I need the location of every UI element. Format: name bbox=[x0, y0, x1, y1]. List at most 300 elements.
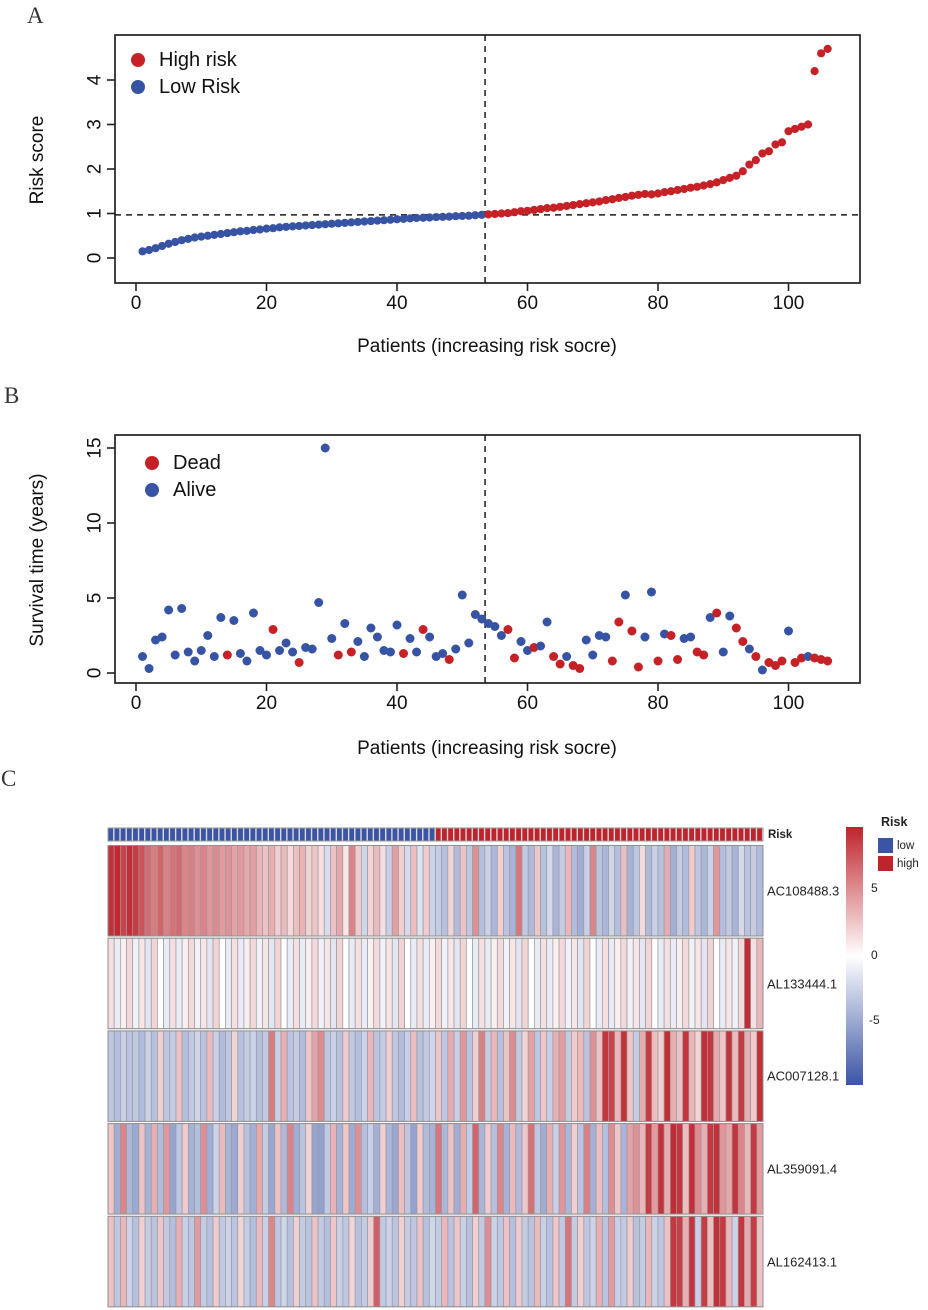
data-point bbox=[647, 588, 656, 597]
risk-annotation-cell bbox=[374, 828, 379, 841]
heatmap-cell bbox=[145, 846, 151, 937]
data-point bbox=[158, 633, 167, 642]
heatmap-cell bbox=[380, 1031, 386, 1122]
heatmap-cell bbox=[213, 1031, 219, 1122]
risk-annotation-cell bbox=[411, 828, 416, 841]
risk-annotation-cell bbox=[386, 828, 391, 841]
heatmap-cell bbox=[639, 1124, 645, 1215]
low-risk-dot-icon bbox=[131, 80, 145, 94]
data-point bbox=[184, 648, 193, 657]
heatmap-cell bbox=[318, 1031, 324, 1122]
panel-b-legend bbox=[145, 453, 221, 500]
heatmap-cell bbox=[491, 938, 497, 1028]
data-point bbox=[295, 658, 304, 667]
heatmap-cell bbox=[615, 938, 621, 1028]
risk-annotation-cell bbox=[127, 828, 132, 841]
heatmap-cell bbox=[207, 1124, 213, 1215]
risk-annotation-cell bbox=[151, 828, 156, 841]
heatmap-cell bbox=[343, 1124, 349, 1215]
data-point bbox=[464, 639, 473, 648]
risk-annotation-cell bbox=[448, 828, 453, 841]
heatmap-cell bbox=[633, 938, 639, 1028]
heatmap-cell bbox=[652, 938, 658, 1028]
data-point bbox=[549, 652, 558, 661]
data-point bbox=[282, 639, 291, 648]
data-point bbox=[393, 621, 402, 630]
heatmap-cell bbox=[238, 1124, 244, 1215]
heatmap-cell bbox=[658, 846, 664, 937]
heatmap-cell bbox=[615, 1216, 621, 1307]
heatmap-cell bbox=[287, 846, 293, 937]
data-point bbox=[458, 591, 467, 600]
heatmap-cell bbox=[176, 938, 182, 1028]
heatmap-cell bbox=[423, 846, 429, 937]
heatmap-cell bbox=[485, 846, 491, 937]
risk-annotation-cell bbox=[732, 828, 737, 841]
heatmap-cell bbox=[293, 1124, 299, 1215]
heatmap-cell bbox=[256, 1124, 262, 1215]
heatmap-cell bbox=[584, 1124, 590, 1215]
risk-annotation-cell bbox=[133, 828, 138, 841]
heatmap-cell bbox=[503, 1124, 509, 1215]
heatmap-cell bbox=[633, 1031, 639, 1122]
heatmap-cell bbox=[528, 938, 534, 1028]
risk-annotation-cell bbox=[262, 828, 267, 841]
heatmap-cell bbox=[151, 1216, 157, 1307]
y-tick-label: 0 bbox=[84, 667, 106, 679]
heatmap-cell bbox=[330, 1216, 336, 1307]
heatmap-cell bbox=[516, 1031, 522, 1122]
heatmap-cell bbox=[639, 1031, 645, 1122]
data-point bbox=[327, 634, 336, 643]
heatmap-cell bbox=[534, 846, 540, 937]
heatmap-cell bbox=[683, 1124, 689, 1215]
risk-annotation-cell bbox=[114, 828, 119, 841]
heatmap-cell bbox=[442, 938, 448, 1028]
heatmap-cell bbox=[707, 846, 713, 937]
heatmap-cell bbox=[621, 1216, 627, 1307]
data-point bbox=[784, 627, 793, 636]
heatmap-cell bbox=[590, 1216, 596, 1307]
heatmap-cell bbox=[398, 1031, 404, 1122]
y-tick-label: 10 bbox=[84, 512, 106, 534]
heatmap-cell bbox=[232, 938, 238, 1028]
heatmap-cell bbox=[182, 1124, 188, 1215]
heatmap-cell bbox=[528, 846, 534, 937]
heatmap-cell bbox=[744, 1216, 750, 1307]
heatmap-cell bbox=[596, 1031, 602, 1122]
heatmap-cell bbox=[157, 1031, 163, 1122]
heatmap-cell bbox=[213, 846, 219, 937]
risk-annotation-cell bbox=[473, 828, 478, 841]
heatmap-cell bbox=[398, 846, 404, 937]
heatmap-cell bbox=[726, 1124, 732, 1215]
heatmap-cell bbox=[676, 1031, 682, 1122]
heatmap-cell bbox=[676, 846, 682, 937]
heatmap-cell bbox=[436, 846, 442, 937]
risk-annotation-cell bbox=[689, 828, 694, 841]
heatmap-cell bbox=[757, 1216, 763, 1307]
heatmap-cell bbox=[751, 1216, 757, 1307]
data-point bbox=[171, 651, 180, 660]
heatmap-cell bbox=[609, 846, 615, 937]
heatmap-cell bbox=[423, 1216, 429, 1307]
heatmap-cell bbox=[343, 846, 349, 937]
heatmap-cell bbox=[157, 1216, 163, 1307]
heatmap-cell bbox=[157, 1124, 163, 1215]
heatmap-cell bbox=[250, 1124, 256, 1215]
heatmap-cell bbox=[726, 846, 732, 937]
heatmap-cell bbox=[534, 1031, 540, 1122]
risk-annotation-cell bbox=[312, 828, 317, 841]
risk-annotation-cell bbox=[503, 828, 508, 841]
heatmap-cell bbox=[374, 1216, 380, 1307]
heatmap-cell bbox=[300, 1216, 306, 1307]
heatmap-cell bbox=[411, 1031, 417, 1122]
heatmap-cell bbox=[256, 938, 262, 1028]
heatmap-cell bbox=[627, 1031, 633, 1122]
x-tick-label: 80 bbox=[647, 693, 669, 714]
heatmap-cell bbox=[473, 1124, 479, 1215]
heatmap-cell bbox=[182, 1216, 188, 1307]
gene-label-1: AC108488.3 bbox=[767, 883, 840, 899]
heatmap-cell bbox=[683, 846, 689, 937]
heatmap-cell bbox=[547, 846, 553, 937]
data-point bbox=[686, 633, 695, 642]
heatmap-cell bbox=[120, 1031, 126, 1122]
heatmap-cell bbox=[528, 1031, 534, 1122]
heatmap-cell bbox=[250, 938, 256, 1028]
heatmap-cell bbox=[201, 846, 207, 937]
risk-annotation-cell bbox=[355, 828, 360, 841]
heatmap-cell bbox=[238, 938, 244, 1028]
heatmap-cell bbox=[751, 938, 757, 1028]
risk-annotation-cell bbox=[559, 828, 564, 841]
heatmap-cell bbox=[324, 1124, 330, 1215]
gene-label-2: AL133444.1 bbox=[767, 976, 838, 992]
heatmap-cell bbox=[633, 1124, 639, 1215]
risk-annotation-cell bbox=[479, 828, 484, 841]
risk-annotation-cell bbox=[664, 828, 669, 841]
panel-a-letter: A bbox=[27, 3, 44, 28]
risk-annotation-cell bbox=[633, 828, 638, 841]
heatmap-cell bbox=[689, 938, 695, 1028]
heatmap-cell bbox=[621, 846, 627, 937]
heatmap-cell bbox=[275, 846, 281, 937]
risk-annotation-cell bbox=[491, 828, 496, 841]
legend-label: Dead bbox=[173, 452, 221, 474]
heatmap-cell bbox=[182, 846, 188, 937]
heatmap-cell bbox=[491, 1216, 497, 1307]
heatmap-cell bbox=[497, 938, 503, 1028]
heatmap-cell bbox=[491, 1031, 497, 1122]
heatmap-cell bbox=[368, 1031, 374, 1122]
gene-label-3: AC007128.1 bbox=[767, 1068, 840, 1084]
heatmap-cell bbox=[392, 1216, 398, 1307]
heatmap-cell bbox=[448, 938, 454, 1028]
risk-annotation-cell bbox=[751, 828, 756, 841]
heatmap-cell bbox=[442, 1124, 448, 1215]
heatmap-cell bbox=[503, 1031, 509, 1122]
heatmap-cell bbox=[293, 1031, 299, 1122]
risk-annotation-cell bbox=[182, 828, 187, 841]
heatmap-cell bbox=[213, 1216, 219, 1307]
heatmap-cell bbox=[689, 1031, 695, 1122]
data-point bbox=[503, 625, 512, 634]
heatmap-cell bbox=[744, 846, 750, 937]
data-point bbox=[353, 637, 362, 646]
heatmap-cell bbox=[151, 846, 157, 937]
risk-annotation-cell bbox=[188, 828, 193, 841]
y-tick-label: 2 bbox=[84, 163, 106, 175]
risk-annotation-cell bbox=[392, 828, 397, 841]
data-point bbox=[654, 657, 663, 666]
heatmap-cell bbox=[639, 938, 645, 1028]
heatmap-cell bbox=[300, 1031, 306, 1122]
heatmap-cell bbox=[170, 1216, 176, 1307]
colorbar-tick-neg5: -5 bbox=[869, 1013, 880, 1027]
high-risk-swatch-icon bbox=[878, 856, 893, 871]
risk-annotation-cell bbox=[485, 828, 490, 841]
heatmap-cell bbox=[726, 938, 732, 1028]
heatmap-cell bbox=[361, 846, 367, 937]
heatmap-cell bbox=[386, 938, 392, 1028]
heatmap-cell bbox=[553, 846, 559, 937]
heatmap-cell bbox=[219, 938, 225, 1028]
heatmap-cell bbox=[633, 1216, 639, 1307]
x-tick-label: 20 bbox=[255, 693, 278, 714]
data-point bbox=[347, 648, 356, 657]
heatmap-cell bbox=[670, 1216, 676, 1307]
risk-annotation-cell bbox=[627, 828, 632, 841]
heatmap-cell bbox=[275, 1216, 281, 1307]
heatmap-cell bbox=[324, 846, 330, 937]
heatmap-cell bbox=[195, 1124, 201, 1215]
heatmap-cell bbox=[188, 846, 194, 937]
heatmap-cell bbox=[460, 1216, 466, 1307]
data-point bbox=[667, 631, 676, 640]
heatmap-cell bbox=[114, 1216, 120, 1307]
heatmap-cell bbox=[238, 1216, 244, 1307]
heatmap-cell bbox=[534, 1216, 540, 1307]
data-point bbox=[216, 613, 225, 622]
heatmap-cell bbox=[553, 1031, 559, 1122]
heatmap-cell bbox=[646, 1216, 652, 1307]
heatmap-cell bbox=[596, 938, 602, 1028]
heatmap-cell bbox=[281, 1031, 287, 1122]
heatmap-cell bbox=[275, 1031, 281, 1122]
heatmap-cell bbox=[609, 1216, 615, 1307]
heatmap-cell bbox=[287, 938, 293, 1028]
heatmap-cell bbox=[337, 846, 343, 937]
heatmap-cell bbox=[176, 846, 182, 937]
heatmap-cell bbox=[547, 1124, 553, 1215]
data-point bbox=[621, 591, 630, 600]
heatmap-cell bbox=[114, 846, 120, 937]
risk-annotation-cell bbox=[695, 828, 700, 841]
risk-annotation-cell bbox=[120, 828, 125, 841]
risk-annotation-cell bbox=[497, 828, 502, 841]
heatmap-cell bbox=[108, 938, 114, 1028]
heatmap-cell bbox=[225, 846, 231, 937]
data-point bbox=[751, 652, 760, 661]
heatmap-cell bbox=[417, 938, 423, 1028]
risk-annotation-cell bbox=[330, 828, 335, 841]
heatmap-cell bbox=[454, 1124, 460, 1215]
heatmap-cell bbox=[120, 1124, 126, 1215]
y-tick-label: 15 bbox=[84, 437, 106, 459]
heatmap-cell bbox=[318, 938, 324, 1028]
heatmap-cell bbox=[262, 938, 268, 1028]
heatmap-cell bbox=[621, 1031, 627, 1122]
heatmap-cell bbox=[343, 938, 349, 1028]
heatmap-cell bbox=[534, 938, 540, 1028]
heatmap-cell bbox=[207, 1216, 213, 1307]
y-tick-label: 5 bbox=[84, 592, 106, 604]
heatmap-cell bbox=[405, 938, 411, 1028]
heatmap-cell bbox=[164, 1031, 170, 1122]
heatmap-cell bbox=[145, 1031, 151, 1122]
heatmap-cell bbox=[244, 1216, 250, 1307]
heatmap-cell bbox=[423, 1124, 429, 1215]
heatmap-cell bbox=[411, 938, 417, 1028]
risk-annotation-cell bbox=[676, 828, 681, 841]
risk-annotation-cell bbox=[423, 828, 428, 841]
heatmap-cell bbox=[510, 1031, 516, 1122]
x-tick-label: 60 bbox=[516, 693, 539, 714]
heatmap-cell bbox=[164, 846, 170, 937]
heatmap-cell bbox=[615, 846, 621, 937]
heatmap-cell bbox=[368, 938, 374, 1028]
heatmap-cell bbox=[281, 1216, 287, 1307]
heatmap-cell bbox=[757, 846, 763, 937]
heatmap-cell bbox=[281, 846, 287, 937]
heatmap-cell bbox=[151, 1031, 157, 1122]
heatmap-cell bbox=[238, 1031, 244, 1122]
heatmap-cell bbox=[726, 1216, 732, 1307]
heatmap-cell bbox=[491, 846, 497, 937]
heatmap-cell bbox=[368, 1124, 374, 1215]
heatmap-cell bbox=[584, 1216, 590, 1307]
panel-c-letter: C bbox=[1, 766, 17, 791]
risk-annotation-cell bbox=[707, 828, 712, 841]
data-point bbox=[719, 648, 728, 657]
x-tick-label: 100 bbox=[772, 693, 805, 714]
heatmap-cell bbox=[429, 846, 435, 937]
heatmap-cell bbox=[454, 1031, 460, 1122]
heatmap-cell bbox=[751, 1031, 757, 1122]
heatmap-cell bbox=[528, 1124, 534, 1215]
heatmap-cell bbox=[436, 1124, 442, 1215]
heatmap-cell bbox=[429, 1216, 435, 1307]
heatmap-cell bbox=[646, 938, 652, 1028]
heatmap-cell bbox=[151, 938, 157, 1028]
heatmap-cell bbox=[176, 1031, 182, 1122]
risk-annotation-cell bbox=[621, 828, 626, 841]
heatmap-cell bbox=[269, 938, 275, 1028]
heatmap-cell bbox=[312, 1124, 318, 1215]
heatmap-cell bbox=[516, 1124, 522, 1215]
heatmap-cell bbox=[473, 1031, 479, 1122]
legend-item-dead bbox=[145, 453, 221, 473]
data-point bbox=[197, 646, 206, 655]
heatmap-cell bbox=[170, 1031, 176, 1122]
heatmap-cell bbox=[182, 1031, 188, 1122]
data-point bbox=[608, 657, 617, 666]
heatmap-cell bbox=[664, 846, 670, 937]
risk-annotation-cell bbox=[510, 828, 515, 841]
risk-annotation-cell bbox=[466, 828, 471, 841]
risk-annotation-cell bbox=[454, 828, 459, 841]
heatmap-cell bbox=[547, 1031, 553, 1122]
risk-annotation-cell bbox=[683, 828, 688, 841]
heatmap-cell bbox=[522, 1216, 528, 1307]
data-point bbox=[575, 664, 584, 673]
heatmap-cell bbox=[405, 1124, 411, 1215]
heatmap-cell bbox=[157, 846, 163, 937]
risk-annotation-cell bbox=[306, 828, 311, 841]
data-point bbox=[699, 651, 708, 660]
heatmap-cell bbox=[213, 938, 219, 1028]
heatmap-cell bbox=[442, 846, 448, 937]
heatmap-cell bbox=[392, 938, 398, 1028]
heatmap-cell bbox=[306, 1124, 312, 1215]
data-point bbox=[765, 147, 773, 155]
heatmap-cell bbox=[232, 846, 238, 937]
heatmap-cell bbox=[411, 1216, 417, 1307]
heatmap-cell bbox=[380, 846, 386, 937]
risk-annotation-cell bbox=[590, 828, 595, 841]
heatmap-cell bbox=[621, 938, 627, 1028]
heatmap-cell bbox=[528, 1216, 534, 1307]
data-point bbox=[627, 627, 636, 636]
heatmap-cell bbox=[188, 1216, 194, 1307]
heatmap-cell bbox=[349, 1124, 355, 1215]
heatmap-cell bbox=[466, 1031, 472, 1122]
heatmap-cell bbox=[738, 1216, 744, 1307]
heatmap-cell bbox=[337, 1216, 343, 1307]
heatmap-cell bbox=[287, 1216, 293, 1307]
heatmap-cell bbox=[133, 1216, 139, 1307]
heatmap-cell bbox=[275, 1124, 281, 1215]
risk-annotation-cell bbox=[213, 828, 218, 841]
data-point bbox=[758, 666, 767, 675]
data-point bbox=[811, 67, 819, 75]
data-point bbox=[673, 655, 682, 664]
data-point bbox=[824, 45, 832, 53]
heatmap-cell bbox=[300, 938, 306, 1028]
heatmap-cell bbox=[479, 846, 485, 937]
heatmap-cell bbox=[423, 1031, 429, 1122]
risk-annotation-cell bbox=[195, 828, 200, 841]
heatmap-cell bbox=[732, 938, 738, 1028]
risk-annotation-cell bbox=[139, 828, 144, 841]
heatmap-cell bbox=[627, 1124, 633, 1215]
heatmap-cell bbox=[207, 1031, 213, 1122]
risk-annotation-cell bbox=[571, 828, 576, 841]
heatmap-cell bbox=[553, 938, 559, 1028]
risk-annotation-cell bbox=[225, 828, 230, 841]
data-point bbox=[804, 120, 812, 128]
heatmap-cell bbox=[503, 846, 509, 937]
heatmap-cell bbox=[417, 1216, 423, 1307]
heatmap-cell bbox=[479, 1124, 485, 1215]
heatmap-cell bbox=[726, 1031, 732, 1122]
heatmap-cell bbox=[349, 1031, 355, 1122]
heatmap-cell bbox=[646, 846, 652, 937]
heatmap-cell bbox=[330, 846, 336, 937]
heatmap-cell bbox=[374, 1031, 380, 1122]
